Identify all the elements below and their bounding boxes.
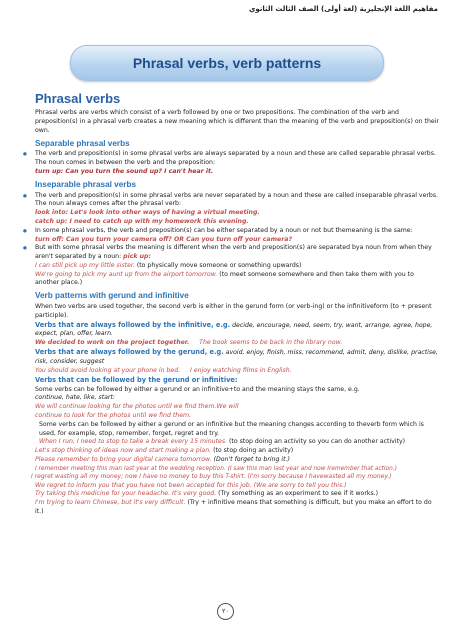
both-title: Verbs that can be followed by the gerund or infinitive:: [35, 376, 238, 385]
meaning-ex2-note: (to meet someone somewhere and then take them with you to another place.): [35, 270, 414, 287]
both-ex-2: continue to look for the photos until we find them.: [35, 412, 191, 420]
try-ex-2: [35, 499, 439, 517]
try-ex-1: [35, 490, 439, 499]
section-title-phrasal-verbs: Phrasal verbs: [35, 91, 121, 106]
inseparable-bullet: ● The verb and preposition(s) in some phrasal verbs are never separated by a noun and these are called inseparable phrasal verbs. The noun always comes after the phrasal verb:: [29, 192, 439, 210]
ger-ex-1: You should avoid looking at your phone in bed.: [35, 366, 181, 374]
stop-ex2-text: Let's stop thinking of ideas now and start making a plan.: [35, 447, 212, 455]
inf-ex-2: The book seems to be back in the library now.: [199, 339, 343, 347]
infinitive-title: Verbs that are always followed by the infinitive, e.g.: [35, 320, 231, 329]
infinitive-list: decide, encourage, need, seem, try, want, arrange, agree, hope, expect, plan, offer, learn.: [35, 321, 433, 338]
rem-ex-2: I remember meeting this man last year at the wedding reception. (I saw this man last year and now Iremember that action.): [35, 465, 397, 472]
phrasal-intro: Phrasal verbs are verbs which consist of a verb followed by one or two prepositions. The combination of the verb and preposition(s) in a phrasal verb creates a new meaning which is different than the meaning of the verb and preposition(s) on their own.: [35, 109, 439, 135]
page-number: ٢٠: [217, 603, 234, 620]
gerund-line: [35, 348, 439, 367]
title-banner: [70, 45, 384, 81]
page-header: مفاهيم اللغة الإنجليزية (لغة أولى) الصف الثالث الثانوي: [248, 5, 438, 13]
patterns-intro: When two verbs are used together, the second verb is either in the gerund form (or verb-ing) or the infinitiveform (to + present participle).: [35, 302, 432, 319]
either-example: turn off: Can you turn your camera off? OR Can you turn off your camera?: [35, 235, 293, 243]
both-list: continue, hate, like, start:: [35, 394, 115, 402]
try-ex2-text: I'm trying to learn Chinese, but it's very difficult.: [35, 499, 186, 507]
content: [31, 90, 439, 517]
rem-ex1-text: Please remember to bring your digital camera tomorrow.: [35, 456, 212, 464]
meaning-bullet: [29, 244, 439, 262]
ger-ex-2: I enjoy watching films in English.: [189, 366, 292, 374]
meaning-ex1-text: I can still pick up my little sister.: [35, 261, 135, 269]
change-intro: Some verbs can be followed by either a gerund or an infinitive but the meaning changes according to theverb form which is used, for example, stop, remember, forget, regret and try.: [39, 420, 424, 437]
stop-ex-1: [35, 438, 439, 447]
reg-ex-1: I regret wasting all my money; now I have no money to buy this T-shirt. (I'm sorry because I havewasted all my money.): [31, 473, 392, 481]
separable-example: turn up: Can you turn the sound up? I can't hear it.: [35, 168, 214, 176]
meaning-example-2: [35, 271, 439, 289]
infinitive-examples: [35, 339, 439, 348]
stop-ex1-text: When I run, I need to stop to take a break every 15 minutes.: [39, 438, 228, 446]
try-ex1-text: Try taking this medicine for your headache. It's very good.: [35, 490, 217, 498]
meaning-ex1-note: (to physically move someone or something upwards): [136, 261, 302, 269]
both-ex-1: We will continue looking for the photos until we find them.We will: [35, 403, 239, 411]
subtitle-separable: Separable phrasal verbs: [35, 138, 130, 148]
reg-ex-2: We regret to inform you that you have not been accepted for this job. (We are sorry to tell you this.): [35, 481, 347, 489]
subtitle-inseparable: Inseparable phrasal verbs: [35, 179, 137, 189]
stop-ex1-note: (to stop doing an activity so you can do another activity): [228, 438, 406, 446]
gerund-examples: [35, 367, 439, 376]
meaning-keyword: pick up:: [123, 253, 151, 261]
both-intro: Some verbs can be followed by either a gerund or an infinitive+to and the meaning stays the same, e.g.: [35, 385, 360, 393]
gerund-list: avoid, enjoy, finish, miss, recommend, admit, deny, dislike, practise, risk, consider, suggest: [35, 348, 438, 365]
meaning-bullet-text: But with some phrasal verbs the meaning is different when the verb and preposition(s) are separated bya noun from when they aren't separated by a noun:: [35, 244, 432, 261]
try-ex1-note: (Try something as an experiment to see if it works.): [218, 490, 379, 498]
section-title-verb-patterns: Verb patterns with gerund and infinitive: [35, 291, 189, 301]
rem-ex-1: [35, 456, 439, 465]
stop-ex-2: [35, 447, 439, 456]
inseparable-example-1: look into: Let's look into other ways of having a virtual meeting.: [35, 209, 260, 217]
infinitive-line: [35, 321, 439, 340]
meaning-example-1: [35, 262, 439, 271]
try-ex2-note: (Try + infinitive means that something is difficult, but you make an effort to do it.): [35, 499, 432, 515]
inf-ex-1: We decided to work on the project together.: [35, 339, 190, 347]
meaning-ex2-text: We're going to pick my aunt up from the airport tomorrow.: [35, 270, 218, 278]
stop-ex2-note: (to stop doing an activity): [213, 447, 294, 455]
separable-bullet: ● The verb and preposition(s) in some phrasal verbs are always separated by a noun and these are called separable phrasal verbs. The noun comes in between the verb and the preposition:: [29, 150, 439, 168]
rem-ex1-note: (Don't forget to bring it.): [213, 456, 290, 464]
banner-title: Phrasal verbs, verb patterns: [132, 55, 322, 71]
either-bullet: ● In some phrasal verbs, the verb and preposition(s) can be either separated by a noun or not but themeaning is the same:: [29, 227, 439, 236]
inseparable-example-2: catch up: I need to catch up with my homework this evening.: [35, 217, 249, 225]
gerund-title: Verbs that are always followed by the gerund, e.g.: [35, 347, 224, 356]
